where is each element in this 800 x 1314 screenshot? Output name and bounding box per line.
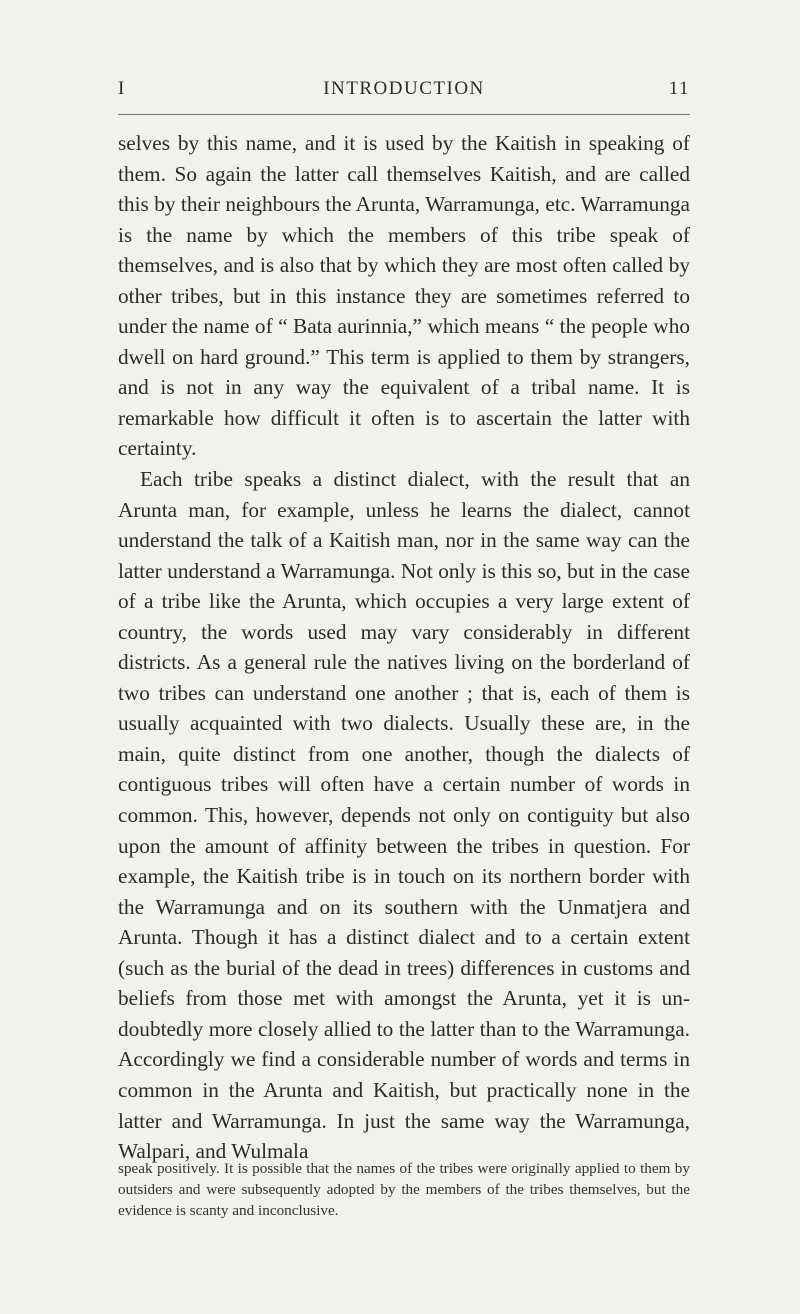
body-text [118,128,690,1167]
running-header [118,78,690,108]
paragraph-dialects: Each tribe speaks a distinct dialect, with the result that an Arunta man, for example, unless he learns the dialect, cannot understand the talk of a Kaitish man, nor in the same way can the latter understand a Warramunga. Not only is this so, but in the case of a tribe like the Arunta, which occupies a very large extent of country, the words used may vary considerably in different districts. As a general rule the natives living on the borderland of two tribes can understand one another ; that is, each of them is usually acquainted with two dialects. Usually these are, in the main, quite distinct from one another, though the dialects of contiguous tribes will often have a certain number of words in common. This, however, depends not only on contiguity but also upon the amount of affinity between the tribes in question. For example, the Kaitish tribe is in touch on its northern border with the Warramunga and on its southern with the Unmatjera and Arunta. Though it has a distinct dialect and to a certain extent (such as the burial of the dead in trees) differences in customs and beliefs from those met with amongst the Arunta, yet it is un-doubtedly more closely allied to the latter than to the Warramunga. Accordingly we find a considerable number of words and terms in common in the Arunta and Kaitish, but practically none in the latter and Warramunga. In just the same way the Warramunga, Walpari, and Wulmala [118,467,690,1164]
chapter-number: I [118,78,126,99]
page-number: 11 [668,78,690,99]
paragraph-continuation: selves by this name, and it is used by the Kaitish in speaking of them. So again the latter call themselves Kaitish, and are called this by their neighbours the Arunta, Warramunga, etc. Warramunga is the name by which the members of this tribe speak of themselves, and is also that by which they are most often called by other tribes, but in this instance they are sometimes referred to under the name of “ Bata aurinnia,” which means “ the people who dwell on hard ground.” This term is applied to them by strangers, and is not in any way the equivalent of a tribal name. It is remarkable how difficult it often is to ascertain the latter with certainty. [118,131,690,461]
footnote-text: speak positively. It is possible that the names of the tribes were originally applied to them by outsiders and were subsequently adopted by the members of the tribes themselves, but the evidence is scanty and inconclusive. [118,1160,690,1219]
running-title: INTRODUCTION [323,78,485,99]
header-rule [118,114,690,115]
